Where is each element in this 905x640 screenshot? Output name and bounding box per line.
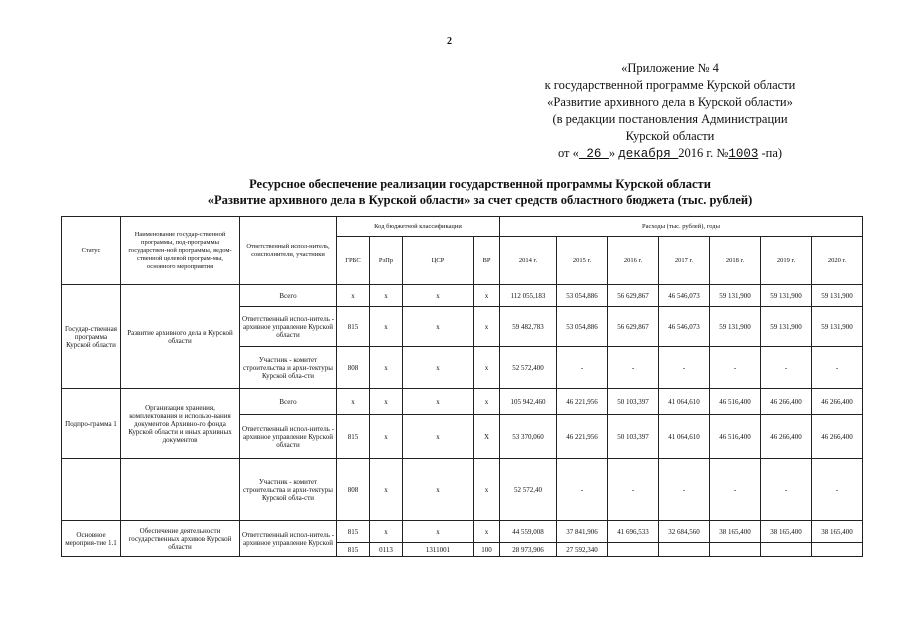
value-cell: 53 370,060 xyxy=(500,415,557,459)
resource-table xyxy=(61,216,863,557)
vr-cell: X xyxy=(474,415,500,459)
date-month: декабря xyxy=(618,147,679,161)
csr-cell: x xyxy=(403,347,474,389)
value-cell: - xyxy=(710,459,761,521)
value-cell: 59 131,900 xyxy=(710,307,761,347)
value-cell: 41 064,610 xyxy=(659,389,710,415)
header-year: 2015 г. xyxy=(557,237,608,285)
name-cell xyxy=(121,459,240,521)
value-cell: - xyxy=(761,347,812,389)
vr-cell: x xyxy=(474,347,500,389)
executor-cell: Участник - комитет строительства и архи-тектуры Курской обла-сти xyxy=(240,459,337,521)
value-cell: 46 516,400 xyxy=(710,415,761,459)
csr-cell: x xyxy=(403,459,474,521)
value-cell: 38 165,400 xyxy=(710,521,761,543)
value-cell: 46 266,400 xyxy=(761,415,812,459)
date-suffix: -па) xyxy=(758,146,783,160)
table-row xyxy=(62,285,863,307)
value-cell: 46 546,073 xyxy=(659,285,710,307)
date-prefix: от « xyxy=(557,146,579,160)
grbs-cell: 815 xyxy=(337,543,370,557)
value-cell: - xyxy=(608,459,659,521)
value-cell: 105 942,460 xyxy=(500,389,557,415)
header-expenses: Расходы (тыс. рублей), годы xyxy=(500,217,863,237)
csr-cell: x xyxy=(403,415,474,459)
header-grbs: ГРБС xyxy=(337,237,370,285)
appendix-line-4: (в редакции постановления Администрации xyxy=(552,112,788,126)
value-cell: 32 684,560 xyxy=(659,521,710,543)
value-cell: 37 841,906 xyxy=(557,521,608,543)
grbs-cell: x xyxy=(337,285,370,307)
header-budget-code: Код бюджетной классификации xyxy=(337,217,500,237)
executor-cell: Ответственный испол-нитель - архивное управление Курской xyxy=(240,521,337,557)
status-cell: Государ-ственная программа Курской области xyxy=(62,285,121,389)
vr-cell: x xyxy=(474,285,500,307)
executor-cell: Участник - комитет строительства и архи-тектуры Курской обла-сти xyxy=(240,347,337,389)
executor-cell: Всего xyxy=(240,285,337,307)
header-year: 2019 г. xyxy=(761,237,812,285)
header-rzpr: РзПр xyxy=(370,237,403,285)
header-executor: Ответственный испол-нитель, соисполнители, участники xyxy=(240,217,337,285)
value-cell: 41 064,610 xyxy=(659,415,710,459)
date-day: 26 xyxy=(578,147,609,161)
appendix-line-5: Курской области xyxy=(625,129,715,143)
title-line-1: Ресурсное обеспечение реализации государственной программы Курской области xyxy=(249,177,711,191)
rzpr-cell: x xyxy=(370,285,403,307)
value-cell: 27 592,340 xyxy=(557,543,608,557)
value-cell xyxy=(659,543,710,557)
document-title xyxy=(120,176,840,208)
vr-cell: x xyxy=(474,307,500,347)
value-cell: 46 516,400 xyxy=(710,389,761,415)
rzpr-cell: x xyxy=(370,307,403,347)
csr-cell: x xyxy=(403,389,474,415)
date-year: 2016 г. № xyxy=(678,146,729,160)
value-cell: 56 629,867 xyxy=(608,307,659,347)
grbs-cell: 808 xyxy=(337,459,370,521)
page-number: 2 xyxy=(447,36,452,47)
status-cell xyxy=(62,459,121,521)
executor-cell: Всего xyxy=(240,389,337,415)
grbs-cell: 808 xyxy=(337,347,370,389)
value-cell: 38 165,400 xyxy=(812,521,863,543)
value-cell: - xyxy=(557,459,608,521)
executor-cell: Ответственный испол-нитель - архивное управление Курской области xyxy=(240,415,337,459)
table-row xyxy=(62,389,863,415)
value-cell: 59 131,900 xyxy=(812,285,863,307)
value-cell: - xyxy=(659,459,710,521)
value-cell xyxy=(761,543,812,557)
csr-cell: x xyxy=(403,307,474,347)
value-cell: 50 103,397 xyxy=(608,389,659,415)
value-cell: 46 546,073 xyxy=(659,307,710,347)
rzpr-cell: x xyxy=(370,415,403,459)
name-cell: Развитие архивного дела в Курской области xyxy=(121,285,240,389)
header-csr: ЦСР xyxy=(403,237,474,285)
value-cell: 53 054,886 xyxy=(557,285,608,307)
value-cell xyxy=(608,543,659,557)
status-cell: Основное мероприя-тие 1.1 xyxy=(62,521,121,557)
grbs-cell: x xyxy=(337,389,370,415)
value-cell: 59 482,783 xyxy=(500,307,557,347)
header-name: Наименование государ-ственной программы, под-программы государствен-ной программы, ведом-ственной целевой програм-мы, основного мероприятия xyxy=(121,217,240,285)
value-cell xyxy=(812,543,863,557)
value-cell: 41 696,533 xyxy=(608,521,659,543)
title-line-2: «Развитие архивного дела в Курской области» за счет средств областного бюджета (тыс. рублей) xyxy=(207,193,753,207)
header-year: 2018 г. xyxy=(710,237,761,285)
header-year: 2020 г. xyxy=(812,237,863,285)
csr-cell: x xyxy=(403,285,474,307)
value-cell xyxy=(710,543,761,557)
appendix-date-line xyxy=(520,145,820,163)
appendix-line-3: «Развитие архивного дела в Курской области» xyxy=(547,95,793,109)
grbs-cell: 815 xyxy=(337,307,370,347)
value-cell: 46 221,956 xyxy=(557,415,608,459)
grbs-cell: 815 xyxy=(337,521,370,543)
status-cell: Подпро-грамма 1 xyxy=(62,389,121,459)
value-cell: 53 054,886 xyxy=(557,307,608,347)
csr-cell: 1311001 xyxy=(403,543,474,557)
value-cell: 112 055,183 xyxy=(500,285,557,307)
grbs-cell: 815 xyxy=(337,415,370,459)
table-row xyxy=(62,459,863,521)
value-cell: - xyxy=(557,347,608,389)
header-vr: ВР xyxy=(474,237,500,285)
appendix-line-2: к государственной программе Курской области xyxy=(544,78,796,92)
vr-cell: x xyxy=(474,459,500,521)
date-mid: » xyxy=(608,146,619,160)
header-year: 2017 г. xyxy=(659,237,710,285)
value-cell: 46 266,400 xyxy=(761,389,812,415)
value-cell: 50 103,397 xyxy=(608,415,659,459)
executor-cell: Ответственный испол-нитель - архивное управление Курской области xyxy=(240,307,337,347)
csr-cell: x xyxy=(403,521,474,543)
value-cell: 46 266,400 xyxy=(812,415,863,459)
value-cell: 59 131,900 xyxy=(761,307,812,347)
value-cell: 52 572,40 xyxy=(500,459,557,521)
decree-number: 1003 xyxy=(728,147,759,161)
value-cell: - xyxy=(659,347,710,389)
value-cell: - xyxy=(812,459,863,521)
rzpr-cell: x xyxy=(370,389,403,415)
value-cell: - xyxy=(761,459,812,521)
value-cell: 46 221,956 xyxy=(557,389,608,415)
rzpr-cell: x xyxy=(370,459,403,521)
value-cell: - xyxy=(710,347,761,389)
value-cell: 38 165,400 xyxy=(761,521,812,543)
value-cell: 59 131,900 xyxy=(710,285,761,307)
value-cell: 52 572,400 xyxy=(500,347,557,389)
value-cell: 28 973,906 xyxy=(500,543,557,557)
name-cell: Обеспечение деятельности государственных архивов Курской области xyxy=(121,521,240,557)
value-cell: 46 266,400 xyxy=(812,389,863,415)
header-status: Статус xyxy=(62,217,121,285)
appendix-line-1: «Приложение № 4 xyxy=(621,61,719,75)
name-cell: Организация хранения, комплектования и использо-вания документов Архивно-го фонда Курской области и иных архивных документов xyxy=(121,389,240,459)
header-year: 2014 г. xyxy=(500,237,557,285)
value-cell: - xyxy=(812,347,863,389)
value-cell: 59 131,900 xyxy=(761,285,812,307)
appendix-header xyxy=(520,60,820,163)
header-year: 2016 г. xyxy=(608,237,659,285)
rzpr-cell: x xyxy=(370,347,403,389)
value-cell: - xyxy=(608,347,659,389)
vr-cell: x xyxy=(474,521,500,543)
vr-cell: x xyxy=(474,389,500,415)
rzpr-cell: x xyxy=(370,521,403,543)
value-cell: 56 629,867 xyxy=(608,285,659,307)
value-cell: 59 131,900 xyxy=(812,307,863,347)
value-cell: 44 559,008 xyxy=(500,521,557,543)
rzpr-cell: 0113 xyxy=(370,543,403,557)
vr-cell: 100 xyxy=(474,543,500,557)
table-row xyxy=(62,521,863,543)
